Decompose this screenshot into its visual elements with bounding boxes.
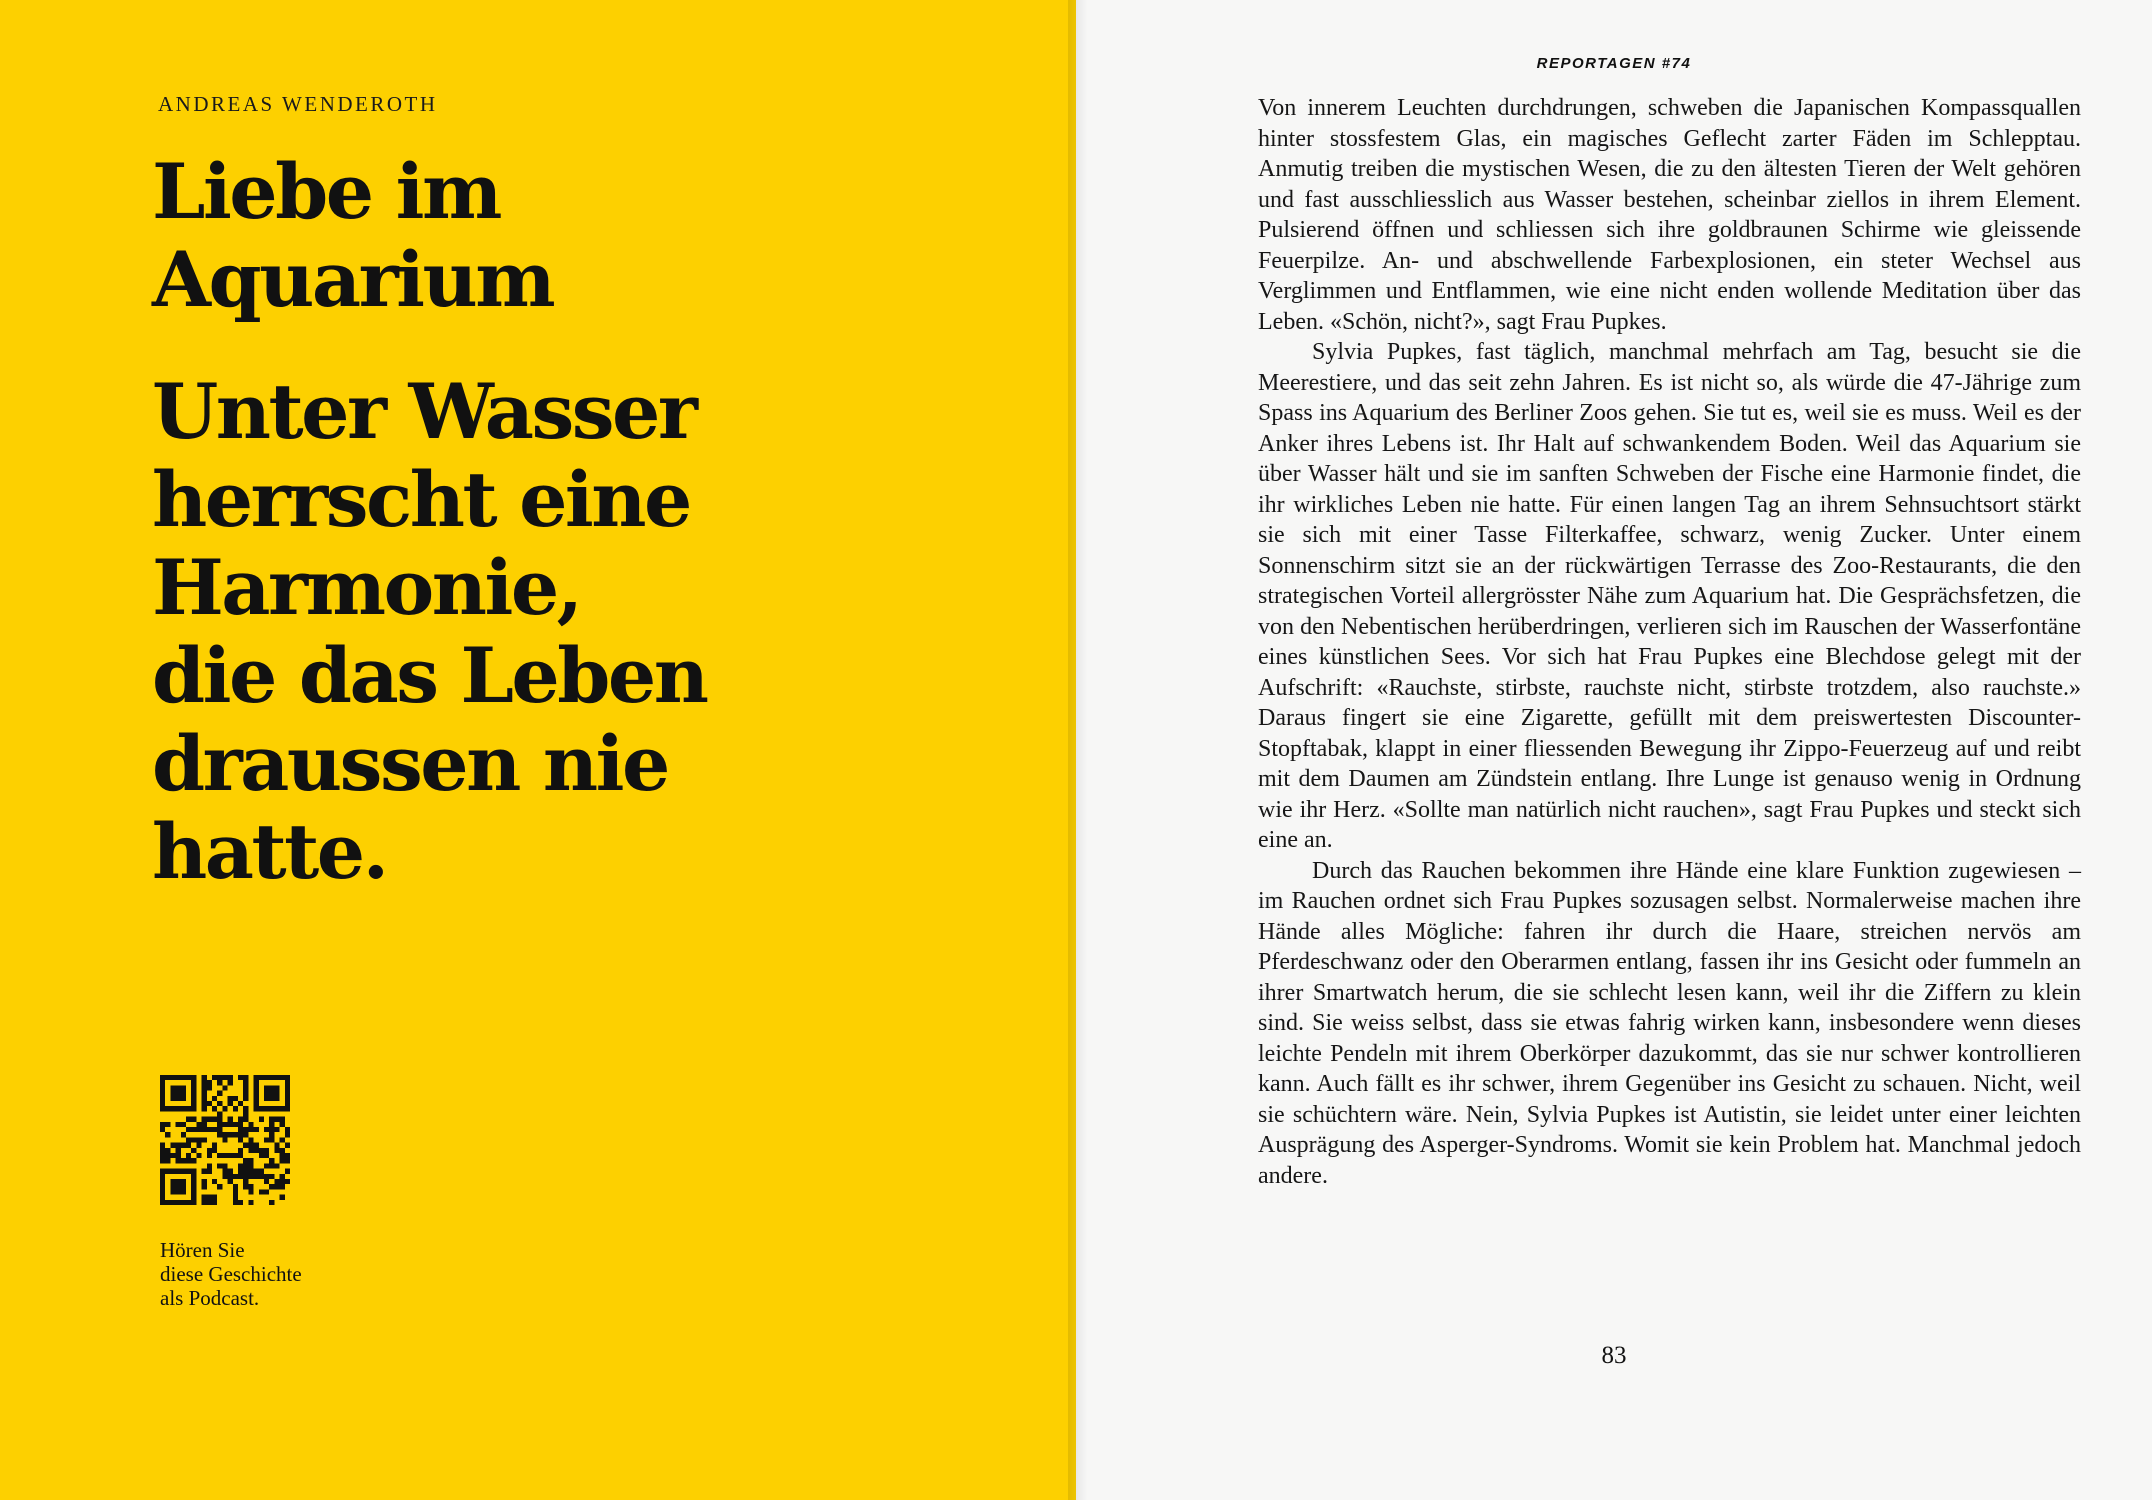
author-name: ANDREAS WENDEROTH bbox=[158, 92, 438, 116]
subtitle-line: draussen nie bbox=[152, 719, 668, 808]
podcast-line: diese Geschichte bbox=[160, 1262, 302, 1286]
title-line: Liebe im bbox=[152, 147, 500, 236]
article-subtitle bbox=[152, 368, 707, 896]
paragraph: Durch das Rauchen bekommen ihre Hände eine klare Funktion zugewiesen – im Rauchen ordnet sich Frau Pupkes sozusagen selbst. Normalerweise machen ihre Hände alles Mögliche: fahren ihr durch die Haare, streichen nervös am Pferdeschwanz oder den Oberarmen entlang, fassen ihr ins Gesicht oder fummeln an ihrer Smartwatch herum, die sie schlecht lesen kann, weil ihr die Ziffern zu klein sind. Sie weiss selbst, dass sie etwas fahrig wirken kann, insbesondere wenn dieses leichte Pendeln mit ihrem Oberkörper dazukommt, das sie nur schwer kontrollieren kann. Auch fällt es ihr schwer, ihrem Gegenüber ins Gesicht zu schauen. Nicht, weil sie schüchtern wäre. Nein, Sylvia Pupkes ist Autistin, sie leidet unter einer leichten Ausprägung des Asperger-Syndroms. Womit sie kein Problem hat. Manchmal jedoch andere. bbox=[1258, 857, 2081, 1189]
podcast-line: Hören Sie bbox=[160, 1238, 245, 1262]
qr-finder-top-right bbox=[254, 1075, 290, 1111]
paragraph: Sylvia Pupkes, fast täglich, manchmal mehrfach am Tag, besucht sie die Meerestiere, und das seit zehn Jahren. Es ist nicht so, als würde die 47-Jährige zum Spass ins Aquarium des Berliner Zoos gehen. Sie tut es, weil sie es muss. Weil es der Anker ihres Lebens ist. Ihr Halt auf schwankendem Boden. Weil das Aquarium sie über Wasser hält und sie im sanften Schweben der Fische eine Harmonie findet, die ihr wirkliches Leben nie hatte. Für einen langen Tag an ihrem Sehnsuchtsort stärkt sie sich mit einer Tasse Filterkaffee, schwarz, wenig Zucker. Unter einem Sonnenschirm sitzt sie an der rückwärtigen Terrasse des Zoo-Restaurants, die den strategischen Vorteil allergrösster Nähe zum Aquarium hat. Die Gesprächsfetzen, die von den Nebentischen herüberdringen, verlieren sich im Rauschen der Wasserfontäne eines künstlichen Sees. Vor sich hat Frau Pupkes eine Blechdose gelegt mit der Aufschrift: «Rauchste, stirbste, rauchste nicht, stirbste trotzdem, also rauchste.» Daraus fingert sie eine Zigarette, gefüllt mit dem preiswertesten Discounter-Stopftabak, klappt in einer fliessenden Bewegung ihr Zippo-Feuerzeug auf und reibt mit dem Daumen am Zündstein entlang. Ihre Lunge ist genauso wenig in Ordnung wie ihr Herz. «Sollte man natürlich nicht rauchen», sagt Frau Pupkes und steckt sich eine an. bbox=[1258, 339, 2081, 853]
qr-finder-bottom-left bbox=[160, 1169, 196, 1205]
subtitle-line: Unter Wasser bbox=[152, 367, 696, 456]
podcast-line: als Podcast. bbox=[160, 1286, 260, 1310]
qr-finder-top-left bbox=[160, 1075, 196, 1111]
subtitle-line: hatte. bbox=[152, 807, 387, 896]
title-line: Aquarium bbox=[152, 235, 554, 324]
paragraph: Von innerem Leuchten durchdrungen, schweben die Japanischen Kompassquallen hinter stossfestem Glas, ein magisches Geflecht zarter Fäden im Schlepptau. Anmutig treiben die mystischen Wesen, die zu den ältesten Tieren der Welt gehören und fast ausschliesslich aus Wasser bestehen, scheinbar ziellos in ihrem Element. Pulsierend öffnen und schliessen sich ihre goldbraunen Schirme wie gleissende Feuerpilze. An- und abschwellende Farbexplosionen, ein steter Wechsel aus Verglimmen und Entflammen, wie eine nicht enden wollende Meditation über das Leben. «Schön, nicht?», sagt Frau Pupkes. bbox=[1258, 95, 2081, 335]
article-title bbox=[152, 148, 553, 324]
subtitle-line: Harmonie, bbox=[152, 543, 581, 632]
page-number: 83 bbox=[1601, 1342, 1627, 1369]
qr-code bbox=[160, 1075, 290, 1205]
subtitle-line: herrscht eine bbox=[152, 455, 690, 544]
running-head: REPORTAGEN #74 bbox=[1536, 55, 1692, 72]
article-body bbox=[1258, 93, 2081, 1191]
subtitle-line: die das Leben bbox=[152, 631, 707, 720]
podcast-note bbox=[160, 1238, 302, 1310]
right-page bbox=[1076, 0, 2152, 1500]
